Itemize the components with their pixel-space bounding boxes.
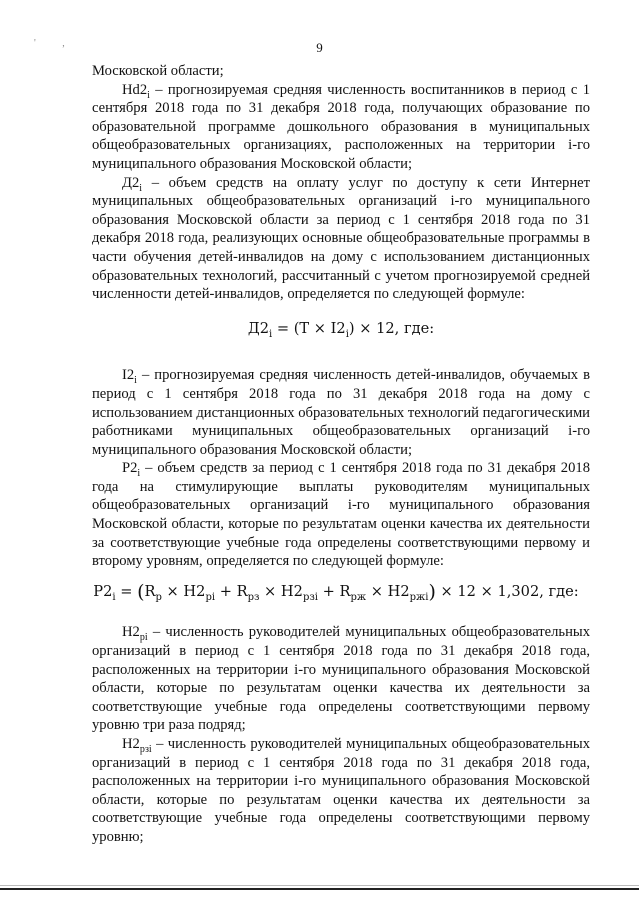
formula-r2-t2a-sub: рз	[247, 591, 260, 603]
formula-d2-lhs: Д2	[247, 319, 269, 337]
formula-r2-t3a: + R	[318, 582, 351, 600]
symbol-r2: Р2	[122, 460, 138, 477]
formula-r2-t1b: × Н2	[161, 582, 206, 600]
document-body	[92, 62, 590, 847]
paragraph-i2	[92, 366, 590, 459]
paragraph-d2	[92, 174, 590, 304]
formula-r2-t3b-sub	[410, 592, 429, 603]
formula-d2-i-sub: i	[345, 328, 349, 340]
formula-d2-tail: ) × 12, где:	[348, 319, 435, 337]
formula-r2-t3a-sub: рж	[350, 591, 367, 603]
formula-r2-t3b-sub-a: рж	[409, 591, 426, 603]
symbol-i2-sub: i	[134, 375, 137, 387]
formula-r2-t1a-sub: р	[155, 591, 162, 603]
scan-specks: ' ,	[34, 38, 77, 49]
formula-r2	[82, 580, 590, 603]
formula-d2	[92, 320, 590, 339]
formula-r2-eq: =	[115, 582, 138, 600]
page-number: 9	[316, 40, 323, 55]
formula-r2-t2b: × Н2	[259, 582, 303, 600]
formula-r2-lhs-sub: i	[112, 591, 116, 603]
symbol-h2pz-sub: рзi	[139, 743, 152, 755]
paragraph-d2-text: – объем средств на оплату услуг по доступу к сети Интернет муниципальных общеобразовательных организаций i-го муниципального образования Московской области за период с 1 сентября 2018 года по 31 декабря 2018 года, реализующих основные общеобразовательные программы в части обучения детей-инвалидов на дому с использованием дистанционных образовательных технологий, рассчитанный с учетом прогнозируемой средней численности детей-инвалидов, определяется по следующей формуле:	[92, 174, 590, 303]
symbol-h2pz: Н2	[122, 736, 140, 752]
paragraph-r2	[92, 459, 590, 571]
symbol-d2: Д2	[122, 174, 140, 191]
paragraph-i2-text: – прогнозируемая средняя численность детей-инвалидов, обучаемых в период с 1 сентября 2018 года по 31 декабря 2018 года на дому с использованием дистанционных образовательных технологий педагогическими работниками муниципальных общеобразовательных организаций i-го муниципального образования Московской области;	[92, 367, 590, 458]
formula-r2-t2b-sub: рзi	[302, 591, 319, 603]
symbol-h2p: Н2	[122, 624, 140, 641]
formula-d2-eq: = (Т × I2	[272, 319, 346, 337]
symbol-i2: I2	[122, 367, 135, 384]
formula-r2-t1a: R	[144, 582, 156, 600]
paragraph-h2p-text: – численность руководителей муниципальных общеобразовательных организаций в период с 1 сентября 2018 года по 31 декабря 2018 года, расположенных на территории i-го муниципального образования Московской области, которые по результатам оценки качества их деятельности за соответствующие учебные года определены соответствующими первому уровню три раза подряд;	[92, 624, 590, 734]
symbol-h2p-sub: рi	[139, 632, 148, 644]
paragraph-hd2-text: – прогнозируемая средняя численность воспитанников в период с 1 сентября 2018 года по 31 декабря 2018 года, получающих образование по образовательной программе дошкольного образования в муниципальных общеобразовательных организациях, расположенных на территории i-го муниципального образования Московской области;	[92, 81, 590, 172]
formula-d2-lhs-sub: i	[269, 328, 273, 340]
scan-edge	[0, 888, 639, 890]
paragraph-h2pz	[92, 735, 590, 847]
symbol-r2-sub: i	[137, 468, 141, 480]
symbol-hd2-sub: i	[147, 89, 150, 101]
scan-edge-thin	[0, 885, 639, 886]
formula-r2-lhs: Р2	[93, 582, 113, 600]
formula-r2-open-paren: (	[137, 580, 145, 603]
symbol-hd2: Нd2	[122, 81, 148, 98]
formula-r2-tail: × 12 × 1,302, где:	[435, 582, 579, 600]
symbol-d2-sub: i	[139, 182, 143, 194]
paragraph-h2pz-text: – численность руководителей муниципальных общеобразовательных организаций в период с 1 сентября 2018 года по 31 декабря 2018 года, расположенных на территории i-го муниципального образования Московской области, которые по результатам оценки качества их деятельности за соответствующие учебные года определены соответствующими первому уровню;	[92, 736, 590, 845]
formula-r2-close-paren: )	[428, 580, 436, 603]
formula-r2-t2a: + R	[215, 582, 248, 600]
paragraph-1: Московской области;	[92, 63, 224, 79]
paragraph-r2-text: – объем средств за период с 1 сентября 2018 года по 31 декабря 2018 года на стимулирующие выплаты руководителям муниципальных общеобразовательных организаций i-го муниципального образования Московской области, которые по результатам оценки качества их деятельности за соответствующие учебные года определены соответствующими первому и второму уровням, определяется по следующей формуле:	[92, 460, 590, 570]
formula-r2-t1b-sub: рi	[205, 591, 216, 603]
paragraph-hd2	[92, 81, 590, 174]
paragraph-h2p	[92, 623, 590, 735]
formula-r2-t3b-sub-b: i	[425, 591, 429, 603]
formula-r2-t3b: × Н2	[366, 582, 410, 600]
